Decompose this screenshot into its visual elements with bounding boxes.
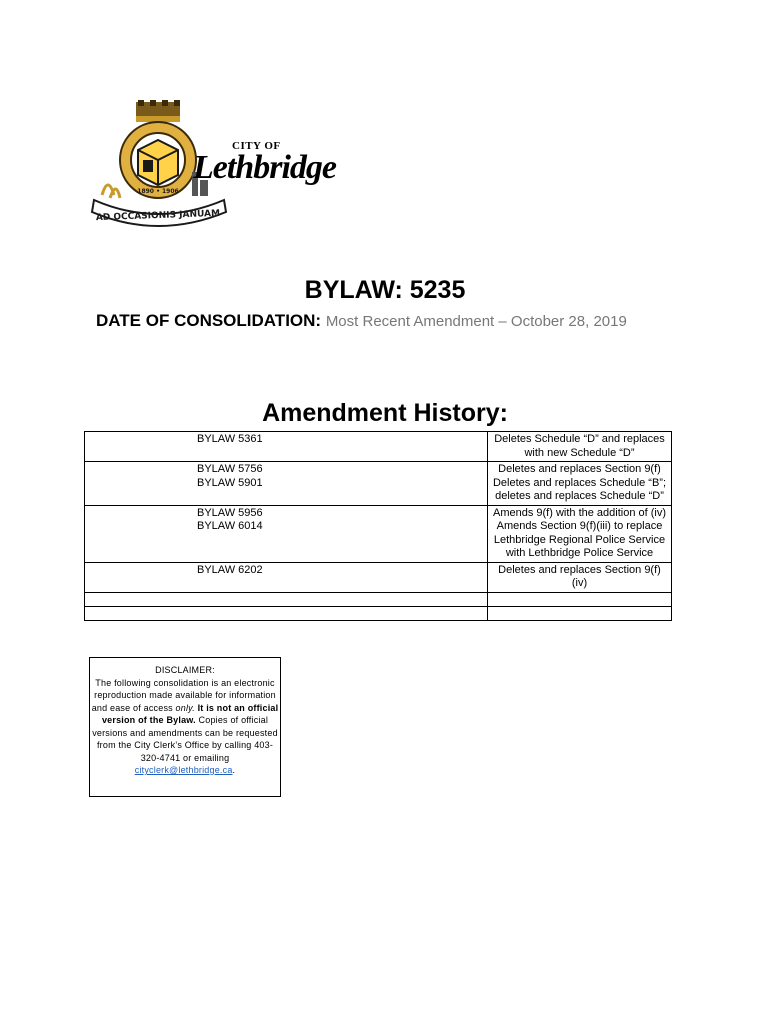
amendment-history-heading: Amendment History:	[262, 399, 508, 427]
description-cell	[488, 505, 672, 562]
empty-cell	[488, 592, 672, 606]
bylaw-cell: BYLAW 5361	[85, 432, 488, 462]
description-cell	[488, 462, 672, 506]
empty-cell	[488, 606, 672, 620]
bylaw-number: BYLAW 6014	[197, 520, 263, 532]
seal-years: 1890 • 1906	[137, 188, 179, 195]
description-text: Amends 9(f) with the addition of (iv)	[492, 506, 667, 519]
table-row-empty	[85, 606, 672, 620]
disclaimer-box	[89, 657, 281, 797]
table-row	[85, 505, 672, 562]
description-text: Deletes and replaces Schedule “B”; deletes and replaces Schedule “D”	[492, 476, 667, 502]
logo-city-name: Lethbridge	[193, 149, 336, 186]
bylaw-number: BYLAW 5956	[197, 506, 263, 519]
table-row	[85, 562, 672, 592]
disclaimer-text-2: Copies of official versions and amendments can be requested from the City Clerk’s Office by calling 403-320-4741 or emailing	[92, 715, 278, 763]
bylaw-number: BYLAW 5756	[197, 463, 263, 475]
clerk-email-link[interactable]: cityclerk@lethbridge.ca	[134, 765, 233, 775]
table-row	[85, 432, 672, 462]
bylaw-number: BYLAW 5901	[197, 476, 263, 489]
empty-cell	[85, 592, 488, 606]
bylaw-cell: BYLAW 6202	[85, 562, 488, 592]
disclaimer-official-notice: It is not an official version of the Bylaw.	[101, 702, 279, 725]
disclaimer-only: only.	[175, 702, 195, 713]
consolidation-line	[96, 311, 627, 331]
description-cell: Deletes Schedule “D” and replaces with new Schedule “D”	[488, 432, 672, 462]
disclaimer-text	[90, 677, 280, 777]
consolidation-value: Most Recent Amendment – October 28, 2019	[325, 313, 627, 330]
bylaw-cell	[85, 505, 488, 562]
table-row-empty	[85, 592, 672, 606]
description-text: Amends Section 9(f)(iii) to replace Lethbridge Regional Police Service with Lethbridge Police Service	[493, 520, 666, 559]
bylaw-cell	[85, 462, 488, 506]
motto-text: AD OCCASIONIS JANUAM	[95, 208, 221, 224]
crown-icon	[136, 100, 180, 122]
logo-city-of: CITY OF	[232, 140, 281, 152]
disclaimer-text-1: The following consolidation is an electronic reproduction made available for information and ease of access	[91, 677, 276, 713]
bylaw-title: BYLAW: 5235	[304, 276, 466, 304]
description-cell: Deletes and replaces Section 9(f)(iv)	[488, 562, 672, 592]
empty-cell	[85, 606, 488, 620]
disclaimer-heading: DISCLAIMER:	[155, 665, 215, 675]
amendment-history-table	[84, 431, 672, 621]
table-row	[85, 462, 672, 506]
consolidation-label: DATE OF CONSOLIDATION:	[96, 311, 322, 330]
disclaimer-end: .	[232, 765, 236, 775]
description-text: Deletes and replaces Section 9(f)	[498, 463, 661, 475]
